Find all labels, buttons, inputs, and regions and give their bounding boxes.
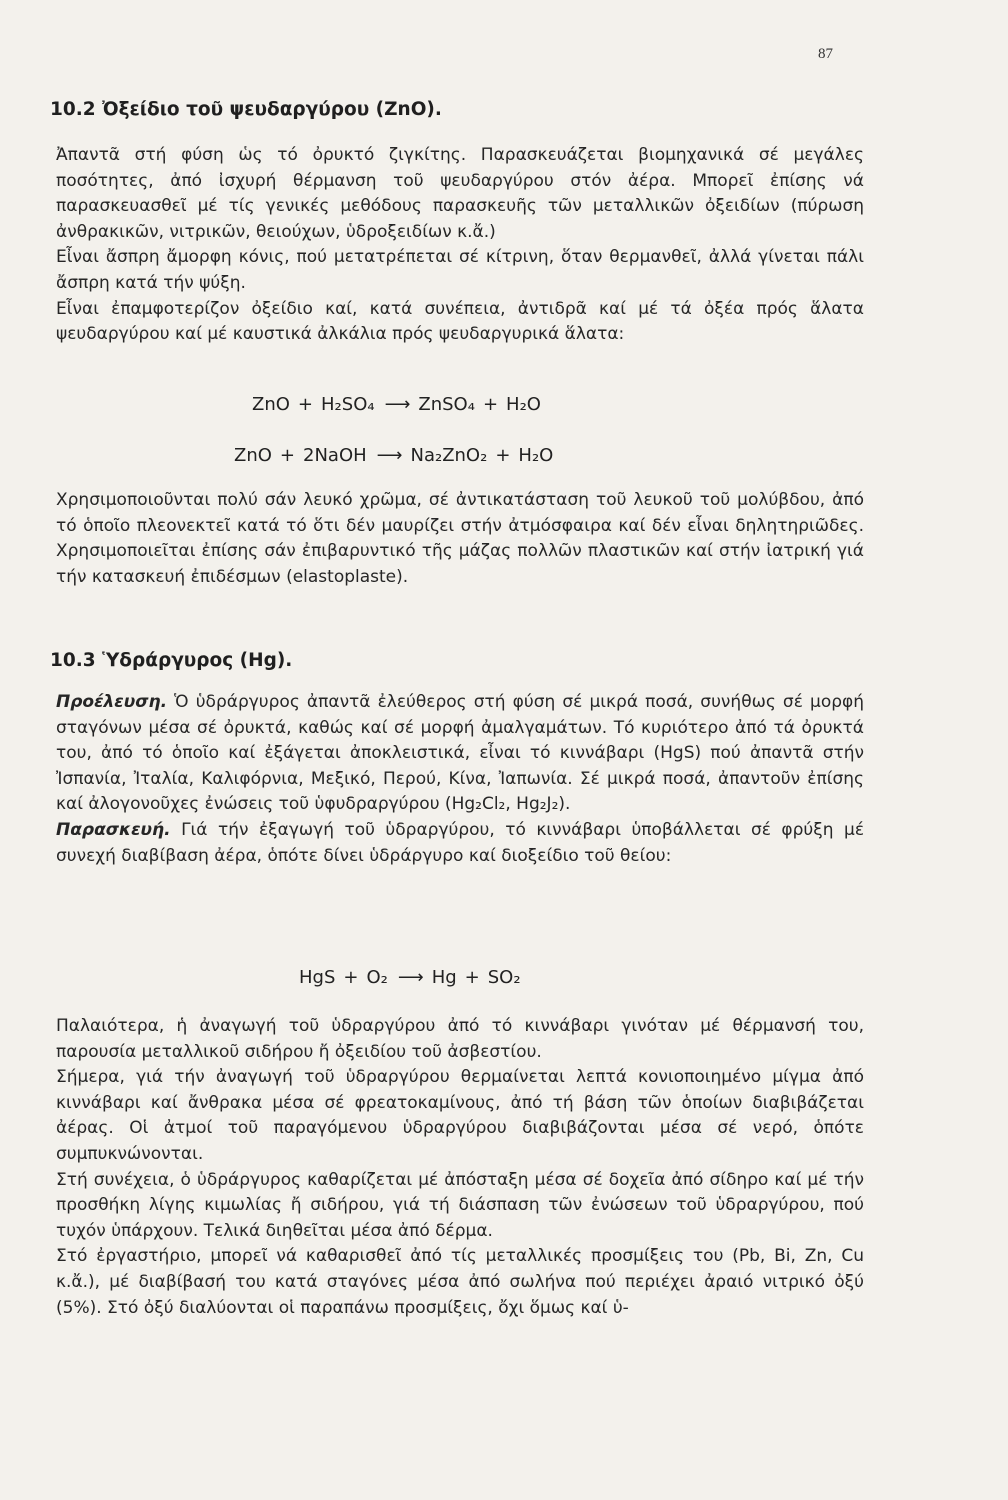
paragraph-text: Χρησιμοποιοῦνται πολύ σάν λευκό χρῶμα, σέ ἀντικατάσταση τοῦ λευκοῦ τοῦ μολύβδου, ἀπό τό ὁποῖο πλεονεκτεῖ κατά τό ὅτι δέν μαυρίζει στήν ἀτμόσφαιρα καί δέν εἶναι δηλητηριῶδες. Χρησιμοποιεῖται ἐπίσης σάν ἐπιβαρυντικό τῆς μάζας πολλῶν πλαστικῶν καί στήν ἰατρική γιά τήν κατασκευή ἐπιδέσμων (elastoplaste). (56, 490, 864, 587)
eq-arrow: ⟶ (384, 394, 409, 415)
paragraph-text: Στή συνέχεια, ὁ ὑδράργυρος καθαρίζεται μέ ἀπόσταξη μέσα σέ δοχεῖα ἀπό σίδηρο καί μέ τήν προσθήκη λίγης κιμωλίας ἤ σιδήρου, γιά τή διάσπαση τῶν ἐνώσεων τοῦ ὑδραργύρου, πού τυχόν ὑπάρχουν. Τελικά διηθεῖται μέσα ἀπό δέρμα. (56, 1169, 864, 1241)
paragraph-uses-zno (56, 488, 864, 590)
eq-arrow: ⟶ (376, 445, 401, 466)
eq-product: H₂O (518, 445, 554, 466)
paragraph-text: Σήμερα, γιά τήν ἀναγωγή τοῦ ὑδραργύρου θερμαίνεται λεπτά κονιοποιημένο μίγμα ἀπό κιννάβαρι καί ἄνθρακα μέσα σέ φρεατοκαμίνους, ἀπό τή βάση τῶν ὁποίων διαβιβάζεται ἀέρας. Οἱ ἀτμοί τοῦ παραγόμενου ὑδραργύρου διαβιβάζονται μέσα σέ νερό, ὁπότε συμπυκνώνονται. (56, 1067, 864, 1164)
label-occurrence: Προέλευση. (56, 692, 168, 712)
eq-reactant: HgS (299, 967, 336, 988)
section-heading-zinc-oxide: 10.2 Ὀξείδιο τοῦ ψευδαργύρου (ZnO). (50, 99, 442, 120)
eq-plus: + (297, 394, 314, 415)
paragraph-mercury-body (56, 690, 864, 869)
paragraph-text: Παλαιότερα, ἡ ἀναγωγή τοῦ ὑδραργύρου ἀπό τό κιννάβαρι γινόταν μέ θέρμανσή του, παρουσία μεταλλικοῦ σιδήρου ἤ ὀξειδίου τοῦ ἀσβεστίου. (56, 1016, 864, 1062)
eq-plus: + (495, 445, 511, 466)
eq-product: Na₂ZnO₂ (410, 445, 488, 466)
eq-plus: + (279, 445, 296, 466)
eq-plus: + (482, 394, 499, 415)
eq-reactant: O₂ (366, 967, 388, 988)
label-preparation: Παρασκευή. (56, 819, 171, 840)
eq-reactant: ZnO (252, 394, 290, 415)
equation-hgs-o2 (299, 967, 521, 988)
paragraph-mercury-production (56, 1014, 864, 1321)
equation-zno-naoh (234, 445, 553, 466)
eq-product: Hg (431, 967, 457, 988)
eq-product: SO₂ (487, 967, 521, 988)
paragraph-text: Ὁ ὑδράργυρος ἀπαντᾶ ἐλεύθερος στή φύση σέ μικρά ποσά, συνήθως σέ μορφή σταγόνων μέσα σέ ὀρυκτά, καθώς καί σέ μορφή ἀμαλγαμάτων. Τό κυριότερο ἀπό τά ὀρυκτά του, ἀπό τό ὁποῖο καί ἐξάγεται ἀποκλειστικά, εἶναι τό κιννάβαρι (HgS) πού ἀπαντᾶ στήν Ἰσπανία, Ἰταλία, Καλιφόρνια, Μεξικό, Περού, Κίνα, Ἰαπωνία. Σέ μικρά ποσά, ἀπαντοῦν ἐπίσης καί ἀλογονοῦχες ἐνώσεις τοῦ ὑφυδραργύρου (Hg₂Cl₂, Hg₂J₂). (56, 692, 864, 815)
eq-reactant: ZnO (234, 445, 272, 466)
eq-plus: + (343, 967, 359, 988)
section-heading-mercury: 10.3 Ὑδράργυρος (Hg). (50, 650, 293, 671)
eq-reactant: 2NaOH (303, 445, 367, 466)
eq-plus: + (464, 967, 480, 988)
paragraph-text: Εἶναι ἄσπρη ἄμορφη κόνις, πού μετατρέπεται σέ κίτρινη, ὅταν θερμανθεῖ, ἀλλά γίνεται πάλι ἄσπρη κατά τήν ψύξη. (56, 247, 864, 293)
equation-zno-h2so4 (252, 394, 541, 415)
paragraph-occurrence-zno (56, 143, 864, 348)
paragraph-text: Εἶναι ἐπαμφοτερίζον ὀξείδιο καί, κατά συνέπεια, ἀντιδρᾶ καί μέ τά ὀξέα πρός ἅλατα ψευδαργύρου καί μέ καυστικά ἀλκάλια πρός ψευδαργυρικά ἅλατα: (56, 298, 864, 345)
eq-product: H₂O (506, 394, 541, 415)
paragraph-text: Γιά τήν ἐξαγωγή τοῦ ὑδραργύρου, τό κιννάβαρι ὑποβάλλεται σέ φρύξη μέ συνεχή διαβίβαση ἀέρα, ὁπότε δίνει ὑδράργυρο καί διοξείδιο τοῦ θείου: (56, 819, 865, 866)
eq-reactant: H₂SO₄ (321, 394, 375, 415)
page-number: 87 (818, 46, 833, 62)
eq-product: ZnSO₄ (418, 394, 475, 415)
paragraph-text: Στό ἐργαστήριο, μπορεῖ νά καθαρισθεῖ ἀπό τίς μεταλλικές προσμίξεις του (Pb, Bi, Zn, Cu κ.ἄ.), μέ διαβίβασή του κατά σταγόνες μέσα ἀπό σωλήνα πού περιέχει ἀραιό νιτρικό ὀξύ (5%). Στό ὀξύ διαλύονται οἱ παραπάνω προσμίξεις, ὄχι ὅμως καί ὑ- (56, 1246, 864, 1318)
eq-arrow: ⟶ (397, 967, 422, 988)
paragraph-text: Ἀπαντᾶ στή φύση ὡς τό ὀρυκτό ζιγκίτης. Παρασκευάζεται βιομηχανικά σέ μεγάλες ποσότητες, ἀπό ἰσχυρή θέρμανση τοῦ ψευδαργύρου στόν ἀέρα. Μπορεῖ ἐπίσης νά παρασκευασθεῖ μέ τίς γενικές μεθόδους παρασκευῆς τῶν μεταλλικῶν ὀξειδίων (πύρωση ἀνθρακικῶν, νιτρικῶν, θειούχων, ὑδροξειδίων κ.ἄ.) (56, 145, 864, 242)
